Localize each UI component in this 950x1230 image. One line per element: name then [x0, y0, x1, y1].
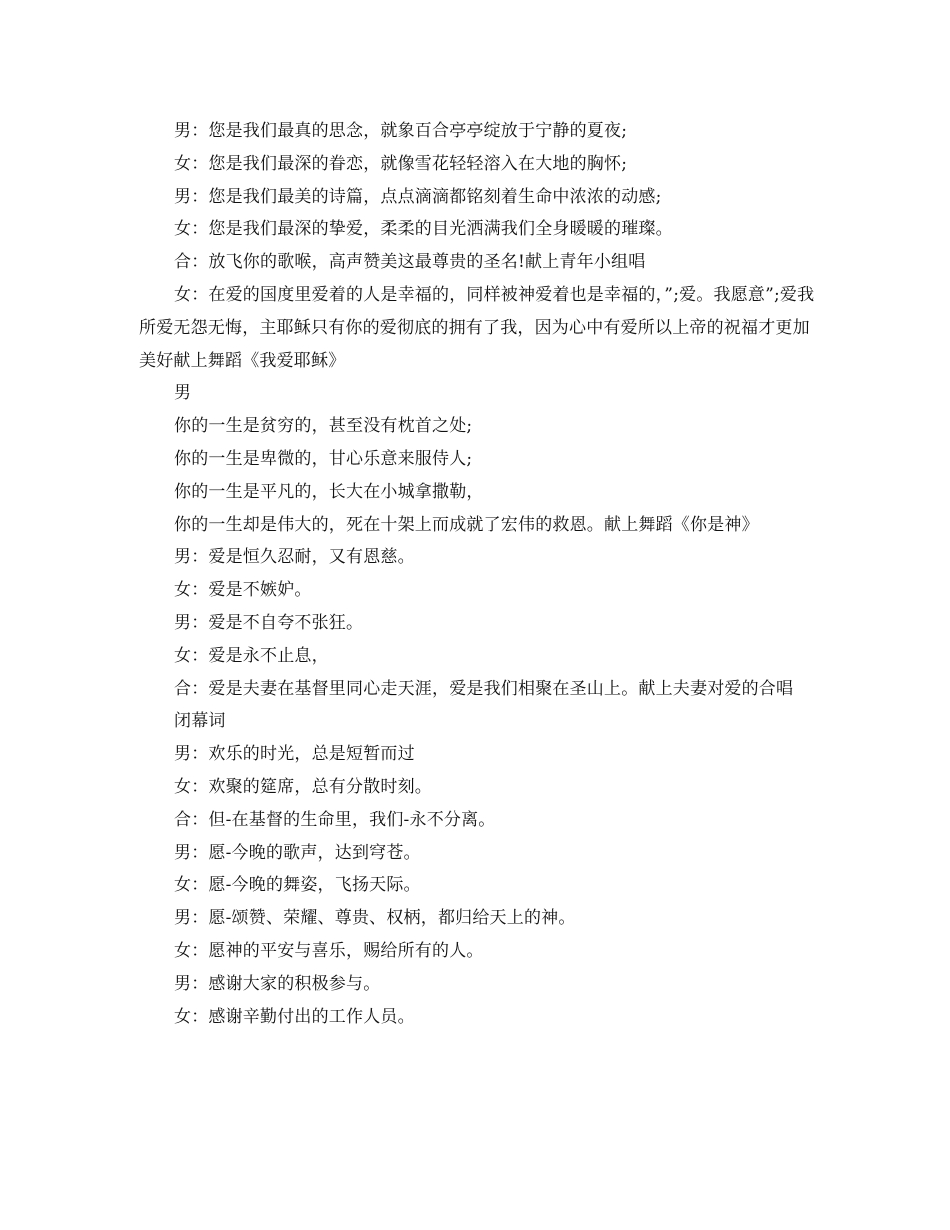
paragraph-12: 男：爱是恒久忍耐，又有恩慈。 — [174, 547, 415, 568]
paragraph-25: 男：感谢大家的积极参与。 — [174, 973, 381, 994]
paragraph-8: 你的一生是贫穷的，甚至没有枕首之处; — [174, 416, 473, 437]
paragraph-10: 你的一生是平凡的，长大在小城拿撒勒， — [174, 481, 484, 502]
paragraph-21: 男：愿-今晚的歌声，达到穹苍。 — [174, 842, 421, 863]
paragraph-11: 你的一生却是伟大的，死在十架上而成就了宏伟的救恩。献上舞蹈《你是神》 — [174, 514, 759, 535]
paragraph-4: 女：您是我们最深的挚爱，柔柔的目光洒满我们全身暖暖的璀璨。 — [174, 219, 673, 240]
paragraph-13: 女：爱是不嫉妒。 — [174, 580, 312, 601]
paragraph-24: 女：愿神的平安与喜乐，赐给所有的人。 — [174, 940, 484, 961]
paragraph-3: 男：您是我们最美的诗篇，点点滴滴都铭刻着生命中浓浓的动感; — [174, 186, 662, 207]
paragraph-6: 女：在爱的国度里爱着的人是幸福的，同样被神爱着也是幸福的，”;爱。我愿意”;爱我所爱无怨无悔，主耶稣只有你的爱彻底的拥有了我，因为心中有爱所以上帝的祝福才更加美好献上舞蹈《我爱耶稣》 — [139, 284, 815, 371]
paragraph-1: 男：您是我们最真的思念，就象百合亭亭绽放于宁静的夏夜; — [174, 121, 628, 141]
paragraph-26: 女：感谢辛勤付出的工作人员。 — [174, 1006, 415, 1027]
paragraph-7: 男 — [174, 383, 192, 404]
document-page — [139, 115, 815, 1033]
paragraph-18: 男：欢乐的时光，总是短暂而过 — [174, 744, 415, 765]
paragraph-22: 女：愿-今晚的舞姿，飞扬天际。 — [174, 875, 421, 896]
paragraph-15: 女：爱是永不止息， — [174, 645, 329, 666]
paragraph-20: 合：但-在基督的生命里，我们-永不分离。 — [174, 809, 496, 830]
paragraph-23: 男：愿-颂赞、荣耀、尊贵、权柄，都归给天上的神。 — [174, 908, 576, 929]
paragraph-16: 合：爱是夫妻在基督里同心走天涯，爱是我们相聚在圣山上。献上夫妻对爱的合唱 — [174, 678, 794, 699]
paragraph-9: 你的一生是卑微的，甘心乐意来服侍人; — [174, 448, 473, 469]
paragraph-19: 女：欢聚的筵席，总有分散时刻。 — [174, 776, 432, 797]
paragraph-17: 闭幕词 — [174, 711, 226, 732]
paragraph-2: 女：您是我们最深的眷恋，就像雪花轻轻溶入在大地的胸怀; — [174, 153, 628, 174]
paragraph-5: 合：放飞你的歌喉，高声赞美这最尊贵的圣名!献上青年小组唱 — [174, 252, 646, 273]
paragraph-14: 男：爱是不自夸不张狂。 — [174, 612, 364, 633]
